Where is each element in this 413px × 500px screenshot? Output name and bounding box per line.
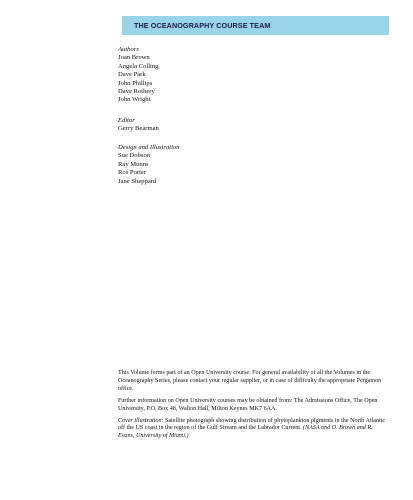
- designer-name: Jane Sheppard: [118, 177, 157, 185]
- publication-notes: [118, 370, 390, 445]
- editor-name: Gerry Bearman: [118, 125, 159, 133]
- author-name: Angela Colling: [118, 62, 159, 70]
- author-name: John Phillips: [118, 79, 153, 87]
- author-name: Dave Park: [118, 71, 146, 79]
- author-name: Joan Brown: [118, 54, 150, 62]
- design-section: [118, 144, 180, 186]
- cover-credit: (NASA and O. Brown and R. Evans, University of Miami.): [118, 425, 373, 440]
- author-name: Dave Rothery: [118, 88, 155, 96]
- cover-label: Cover illustration:: [118, 417, 164, 424]
- cover-illustration-note: [118, 418, 390, 442]
- volume-note: This Volume forms part of an Open University course. For general availability of all the Volumes in the Oceanography Series, please contact your regular supplier, or in case of difficulty the appropriate Pergamon office.: [118, 370, 382, 392]
- designer-name: Ray Munns: [118, 160, 149, 168]
- designer-name: Ros Porter: [118, 169, 147, 177]
- editor-section: [118, 117, 159, 134]
- author-name: John Wright: [118, 96, 151, 104]
- design-heading: Design and Illustration: [118, 144, 180, 151]
- authors-heading: Authors: [118, 46, 139, 53]
- designer-name: Sue Dobson: [118, 152, 151, 160]
- cover-text: Satellite photograph showing distribution of phytoplankton pigments in the North Atlantic off the US coast in the region of the Gulf Stream and the Labrador Current.: [118, 417, 386, 432]
- further-info-note: Further information on Open University courses may be obtained from: The Admissions Office, The Open University, P.O. Box 48, Walton Hall, Milton Keynes MK7 6AA.: [118, 397, 378, 412]
- editor-heading: Editor: [118, 117, 135, 124]
- course-team-banner: THE OCEANOGRAPHY COURSE TEAM: [122, 16, 389, 35]
- authors-section: [118, 46, 158, 105]
